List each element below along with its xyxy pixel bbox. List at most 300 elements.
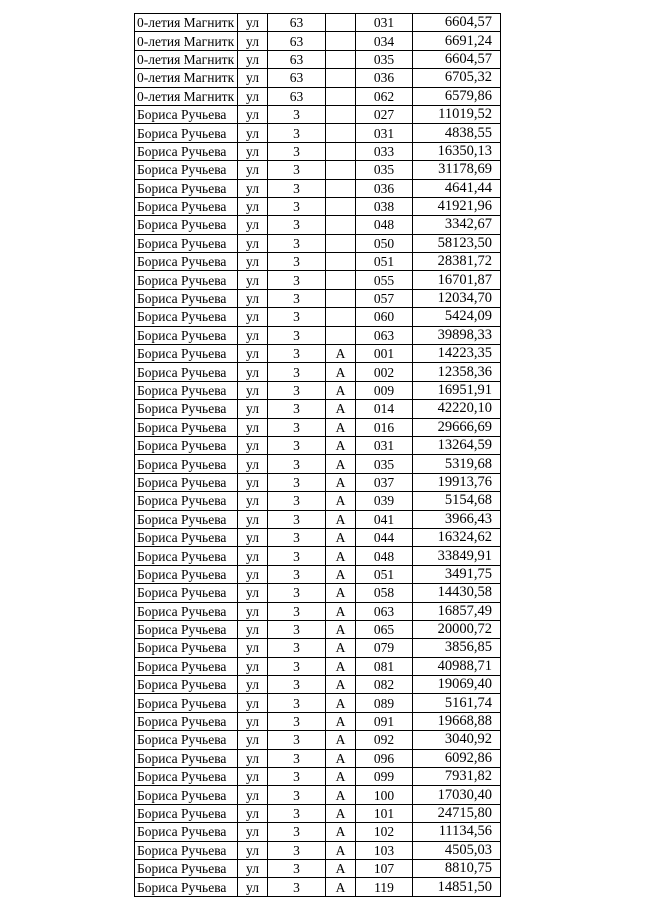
building-letter-cell: А [326,510,356,528]
amount-cell: 33849,91 [413,547,501,565]
table-row [135,473,501,491]
street-name-cell: Бориса Ручьева [135,142,238,160]
table-row [135,841,501,859]
table-row [135,253,501,271]
table-row [135,620,501,638]
street-type-cell: ул [238,289,268,307]
table-row [135,179,501,197]
street-name-cell: Бориса Ручьева [135,253,238,271]
building-letter-cell: А [326,455,356,473]
building-letter-cell [326,197,356,215]
amount-cell: 42220,10 [413,400,501,418]
street-name-cell: Бориса Ручьева [135,363,238,381]
building-letter-cell: А [326,418,356,436]
apartment-cell: 063 [356,326,413,344]
street-type-cell: ул [238,841,268,859]
table-row [135,105,501,123]
amount-cell: 13264,59 [413,436,501,454]
amount-cell: 14223,35 [413,345,501,363]
amount-cell: 58123,50 [413,234,501,252]
building-letter-cell: А [326,345,356,363]
street-type-cell: ул [238,50,268,68]
apartment-cell: 063 [356,602,413,620]
street-type-cell: ул [238,197,268,215]
amount-cell: 16324,62 [413,528,501,546]
house-number-cell: 3 [268,308,326,326]
street-type-cell: ул [238,749,268,767]
apartment-cell: 002 [356,363,413,381]
amount-cell: 16350,13 [413,142,501,160]
amount-cell: 8810,75 [413,859,501,877]
street-type-cell: ул [238,602,268,620]
house-number-cell: 3 [268,271,326,289]
house-number-cell: 3 [268,363,326,381]
amount-cell: 12034,70 [413,289,501,307]
table-row [135,32,501,50]
house-number-cell: 3 [268,161,326,179]
table-row [135,436,501,454]
building-letter-cell [326,253,356,271]
building-letter-cell: А [326,786,356,804]
street-name-cell: Бориса Ручьева [135,768,238,786]
table-row [135,400,501,418]
street-type-cell: ул [238,657,268,675]
debt-table [134,13,501,897]
house-number-cell: 3 [268,455,326,473]
table-row [135,823,501,841]
house-number-cell: 3 [268,197,326,215]
street-type-cell: ул [238,381,268,399]
table-row [135,124,501,142]
building-letter-cell: А [326,363,356,381]
amount-cell: 20000,72 [413,620,501,638]
apartment-cell: 103 [356,841,413,859]
street-type-cell: ул [238,676,268,694]
amount-cell: 6604,57 [413,50,501,68]
building-letter-cell: А [326,584,356,602]
table-row [135,676,501,694]
street-type-cell: ул [238,400,268,418]
house-number-cell: 3 [268,289,326,307]
building-letter-cell: А [326,639,356,657]
street-type-cell: ул [238,620,268,638]
table-row [135,326,501,344]
table-row [135,878,501,896]
building-letter-cell [326,142,356,160]
street-name-cell: Бориса Ручьева [135,731,238,749]
street-name-cell: Бориса Ручьева [135,216,238,234]
apartment-cell: 027 [356,105,413,123]
amount-cell: 3856,85 [413,639,501,657]
apartment-cell: 058 [356,584,413,602]
amount-cell: 19069,40 [413,676,501,694]
building-letter-cell: А [326,768,356,786]
apartment-cell: 038 [356,197,413,215]
amount-cell: 4641,44 [413,179,501,197]
table-row [135,859,501,877]
building-letter-cell: А [326,676,356,694]
apartment-cell: 036 [356,179,413,197]
street-type-cell: ул [238,14,268,32]
street-name-cell: Бориса Ручьева [135,565,238,583]
amount-cell: 29666,69 [413,418,501,436]
street-type-cell: ул [238,234,268,252]
table-row [135,565,501,583]
apartment-cell: 050 [356,234,413,252]
building-letter-cell [326,326,356,344]
house-number-cell: 3 [268,786,326,804]
house-number-cell: 3 [268,400,326,418]
street-name-cell: Бориса Ручьева [135,841,238,859]
house-number-cell: 3 [268,473,326,491]
amount-cell: 6705,32 [413,69,501,87]
street-type-cell: ул [238,455,268,473]
house-number-cell: 3 [268,418,326,436]
street-type-cell: ул [238,510,268,528]
table-row [135,14,501,32]
building-letter-cell: А [326,620,356,638]
amount-cell: 5424,09 [413,308,501,326]
house-number-cell: 3 [268,216,326,234]
street-type-cell: ул [238,878,268,896]
apartment-cell: 036 [356,69,413,87]
house-number-cell: 3 [268,712,326,730]
street-type-cell: ул [238,345,268,363]
street-name-cell: Бориса Ручьева [135,602,238,620]
street-name-cell: Бориса Ручьева [135,381,238,399]
amount-cell: 16857,49 [413,602,501,620]
apartment-cell: 001 [356,345,413,363]
street-name-cell: Бориса Ручьева [135,289,238,307]
amount-cell: 6579,86 [413,87,501,105]
street-type-cell: ул [238,859,268,877]
table-row [135,786,501,804]
street-name-cell: Бориса Ручьева [135,124,238,142]
apartment-cell: 051 [356,253,413,271]
street-name-cell: Бориса Ручьева [135,786,238,804]
street-type-cell: ул [238,694,268,712]
house-number-cell: 63 [268,50,326,68]
building-letter-cell: А [326,804,356,822]
table-row [135,639,501,657]
house-number-cell: 3 [268,694,326,712]
apartment-cell: 044 [356,528,413,546]
apartment-cell: 101 [356,804,413,822]
street-name-cell: Бориса Ручьева [135,179,238,197]
street-name-cell: 0-летия Магнитк [135,14,238,32]
house-number-cell: 3 [268,584,326,602]
house-number-cell: 3 [268,565,326,583]
house-number-cell: 3 [268,381,326,399]
house-number-cell: 3 [268,823,326,841]
house-number-cell: 3 [268,345,326,363]
house-number-cell: 3 [268,436,326,454]
apartment-cell: 082 [356,676,413,694]
apartment-cell: 081 [356,657,413,675]
house-number-cell: 63 [268,32,326,50]
table-row [135,50,501,68]
table-row [135,142,501,160]
apartment-cell: 096 [356,749,413,767]
table-row [135,584,501,602]
building-letter-cell: А [326,602,356,620]
street-name-cell: Бориса Ручьева [135,620,238,638]
street-type-cell: ул [238,271,268,289]
house-number-cell: 3 [268,492,326,510]
street-name-cell: Бориса Ручьева [135,400,238,418]
house-number-cell: 3 [268,804,326,822]
house-number-cell: 3 [268,731,326,749]
amount-cell: 4838,55 [413,124,501,142]
street-name-cell: Бориса Ручьева [135,326,238,344]
building-letter-cell [326,289,356,307]
table-row [135,69,501,87]
amount-cell: 19913,76 [413,473,501,491]
street-type-cell: ул [238,584,268,602]
table-row [135,345,501,363]
street-type-cell: ул [238,712,268,730]
apartment-cell: 037 [356,473,413,491]
table-row [135,308,501,326]
table-row [135,694,501,712]
apartment-cell: 107 [356,859,413,877]
amount-cell: 14851,50 [413,878,501,896]
house-number-cell: 3 [268,602,326,620]
street-name-cell: Бориса Ручьева [135,657,238,675]
apartment-cell: 031 [356,124,413,142]
building-letter-cell: А [326,528,356,546]
building-letter-cell: А [326,841,356,859]
street-type-cell: ул [238,32,268,50]
house-number-cell: 3 [268,657,326,675]
apartment-cell: 065 [356,620,413,638]
street-name-cell: Бориса Ручьева [135,197,238,215]
street-type-cell: ул [238,547,268,565]
amount-cell: 3342,67 [413,216,501,234]
building-letter-cell: А [326,492,356,510]
street-type-cell: ул [238,492,268,510]
amount-cell: 5154,68 [413,492,501,510]
street-type-cell: ул [238,105,268,123]
apartment-cell: 033 [356,142,413,160]
table-row [135,492,501,510]
amount-cell: 3040,92 [413,731,501,749]
house-number-cell: 63 [268,69,326,87]
street-type-cell: ул [238,216,268,234]
street-type-cell: ул [238,253,268,271]
building-letter-cell [326,69,356,87]
street-name-cell: Бориса Ручьева [135,234,238,252]
building-letter-cell [326,32,356,50]
street-name-cell: Бориса Ручьева [135,547,238,565]
amount-cell: 16951,91 [413,381,501,399]
house-number-cell: 3 [268,326,326,344]
street-name-cell: Бориса Ручьева [135,161,238,179]
street-name-cell: Бориса Ручьева [135,105,238,123]
street-name-cell: Бориса Ручьева [135,473,238,491]
building-letter-cell [326,271,356,289]
street-name-cell: Бориса Ручьева [135,584,238,602]
amount-cell: 28381,72 [413,253,501,271]
apartment-cell: 060 [356,308,413,326]
amount-cell: 11134,56 [413,823,501,841]
street-type-cell: ул [238,436,268,454]
building-letter-cell [326,105,356,123]
building-letter-cell [326,87,356,105]
street-name-cell: Бориса Ручьева [135,271,238,289]
street-name-cell: 0-летия Магнитк [135,50,238,68]
table-row [135,749,501,767]
street-name-cell: Бориса Ручьева [135,436,238,454]
street-name-cell: Бориса Ручьева [135,639,238,657]
street-type-cell: ул [238,142,268,160]
street-type-cell: ул [238,363,268,381]
street-name-cell: Бориса Ручьева [135,528,238,546]
street-type-cell: ул [238,326,268,344]
amount-cell: 19668,88 [413,712,501,730]
street-name-cell: Бориса Ручьева [135,878,238,896]
apartment-cell: 031 [356,14,413,32]
building-letter-cell [326,14,356,32]
apartment-cell: 048 [356,547,413,565]
table-row [135,289,501,307]
street-name-cell: 0-летия Магнитк [135,69,238,87]
amount-cell: 3491,75 [413,565,501,583]
debt-table-body [135,14,501,897]
apartment-cell: 035 [356,455,413,473]
table-row [135,768,501,786]
building-letter-cell: А [326,657,356,675]
apartment-cell: 031 [356,436,413,454]
apartment-cell: 099 [356,768,413,786]
table-row [135,418,501,436]
building-letter-cell: А [326,473,356,491]
table-row [135,216,501,234]
apartment-cell: 089 [356,694,413,712]
house-number-cell: 3 [268,179,326,197]
apartment-cell: 014 [356,400,413,418]
amount-cell: 41921,96 [413,197,501,215]
street-name-cell: Бориса Ручьева [135,418,238,436]
apartment-cell: 092 [356,731,413,749]
apartment-cell: 102 [356,823,413,841]
building-letter-cell [326,50,356,68]
apartment-cell: 057 [356,289,413,307]
table-row [135,547,501,565]
building-letter-cell: А [326,436,356,454]
street-type-cell: ул [238,823,268,841]
building-letter-cell [326,308,356,326]
apartment-cell: 048 [356,216,413,234]
amount-cell: 39898,33 [413,326,501,344]
street-type-cell: ул [238,804,268,822]
amount-cell: 14430,58 [413,584,501,602]
building-letter-cell: А [326,823,356,841]
street-name-cell: Бориса Ручьева [135,676,238,694]
street-name-cell: Бориса Ручьева [135,859,238,877]
street-type-cell: ул [238,124,268,142]
street-name-cell: Бориса Ручьева [135,455,238,473]
amount-cell: 17030,40 [413,786,501,804]
apartment-cell: 091 [356,712,413,730]
apartment-cell: 034 [356,32,413,50]
table-row [135,234,501,252]
house-number-cell: 3 [268,768,326,786]
apartment-cell: 051 [356,565,413,583]
street-name-cell: Бориса Ручьева [135,510,238,528]
street-type-cell: ул [238,565,268,583]
apartment-cell: 016 [356,418,413,436]
house-number-cell: 3 [268,528,326,546]
building-letter-cell: А [326,749,356,767]
street-type-cell: ул [238,161,268,179]
apartment-cell: 039 [356,492,413,510]
amount-cell: 5161,74 [413,694,501,712]
house-number-cell: 3 [268,105,326,123]
table-row [135,381,501,399]
building-letter-cell [326,179,356,197]
table-row [135,271,501,289]
house-number-cell: 3 [268,253,326,271]
street-name-cell: Бориса Ручьева [135,308,238,326]
house-number-cell: 63 [268,14,326,32]
street-type-cell: ул [238,69,268,87]
building-letter-cell [326,161,356,179]
amount-cell: 7931,82 [413,768,501,786]
amount-cell: 6092,86 [413,749,501,767]
building-letter-cell: А [326,712,356,730]
table-row [135,602,501,620]
building-letter-cell: А [326,878,356,896]
table-row [135,161,501,179]
apartment-cell: 100 [356,786,413,804]
building-letter-cell: А [326,381,356,399]
amount-cell: 31178,69 [413,161,501,179]
table-row [135,87,501,105]
street-type-cell: ул [238,87,268,105]
house-number-cell: 3 [268,878,326,896]
amount-cell: 11019,52 [413,105,501,123]
building-letter-cell: А [326,400,356,418]
amount-cell: 6691,24 [413,32,501,50]
apartment-cell: 119 [356,878,413,896]
street-name-cell: Бориса Ручьева [135,712,238,730]
house-number-cell: 63 [268,87,326,105]
house-number-cell: 3 [268,676,326,694]
building-letter-cell: А [326,694,356,712]
street-name-cell: Бориса Ручьева [135,694,238,712]
apartment-cell: 035 [356,161,413,179]
amount-cell: 3966,43 [413,510,501,528]
amount-cell: 40988,71 [413,657,501,675]
amount-cell: 12358,36 [413,363,501,381]
street-type-cell: ул [238,786,268,804]
house-number-cell: 3 [268,142,326,160]
building-letter-cell [326,124,356,142]
apartment-cell: 055 [356,271,413,289]
house-number-cell: 3 [268,859,326,877]
house-number-cell: 3 [268,234,326,252]
house-number-cell: 3 [268,510,326,528]
building-letter-cell: А [326,731,356,749]
table-row [135,731,501,749]
house-number-cell: 3 [268,547,326,565]
street-type-cell: ул [238,528,268,546]
street-name-cell: Бориса Ручьева [135,804,238,822]
amount-cell: 4505,03 [413,841,501,859]
amount-cell: 6604,57 [413,14,501,32]
house-number-cell: 3 [268,620,326,638]
